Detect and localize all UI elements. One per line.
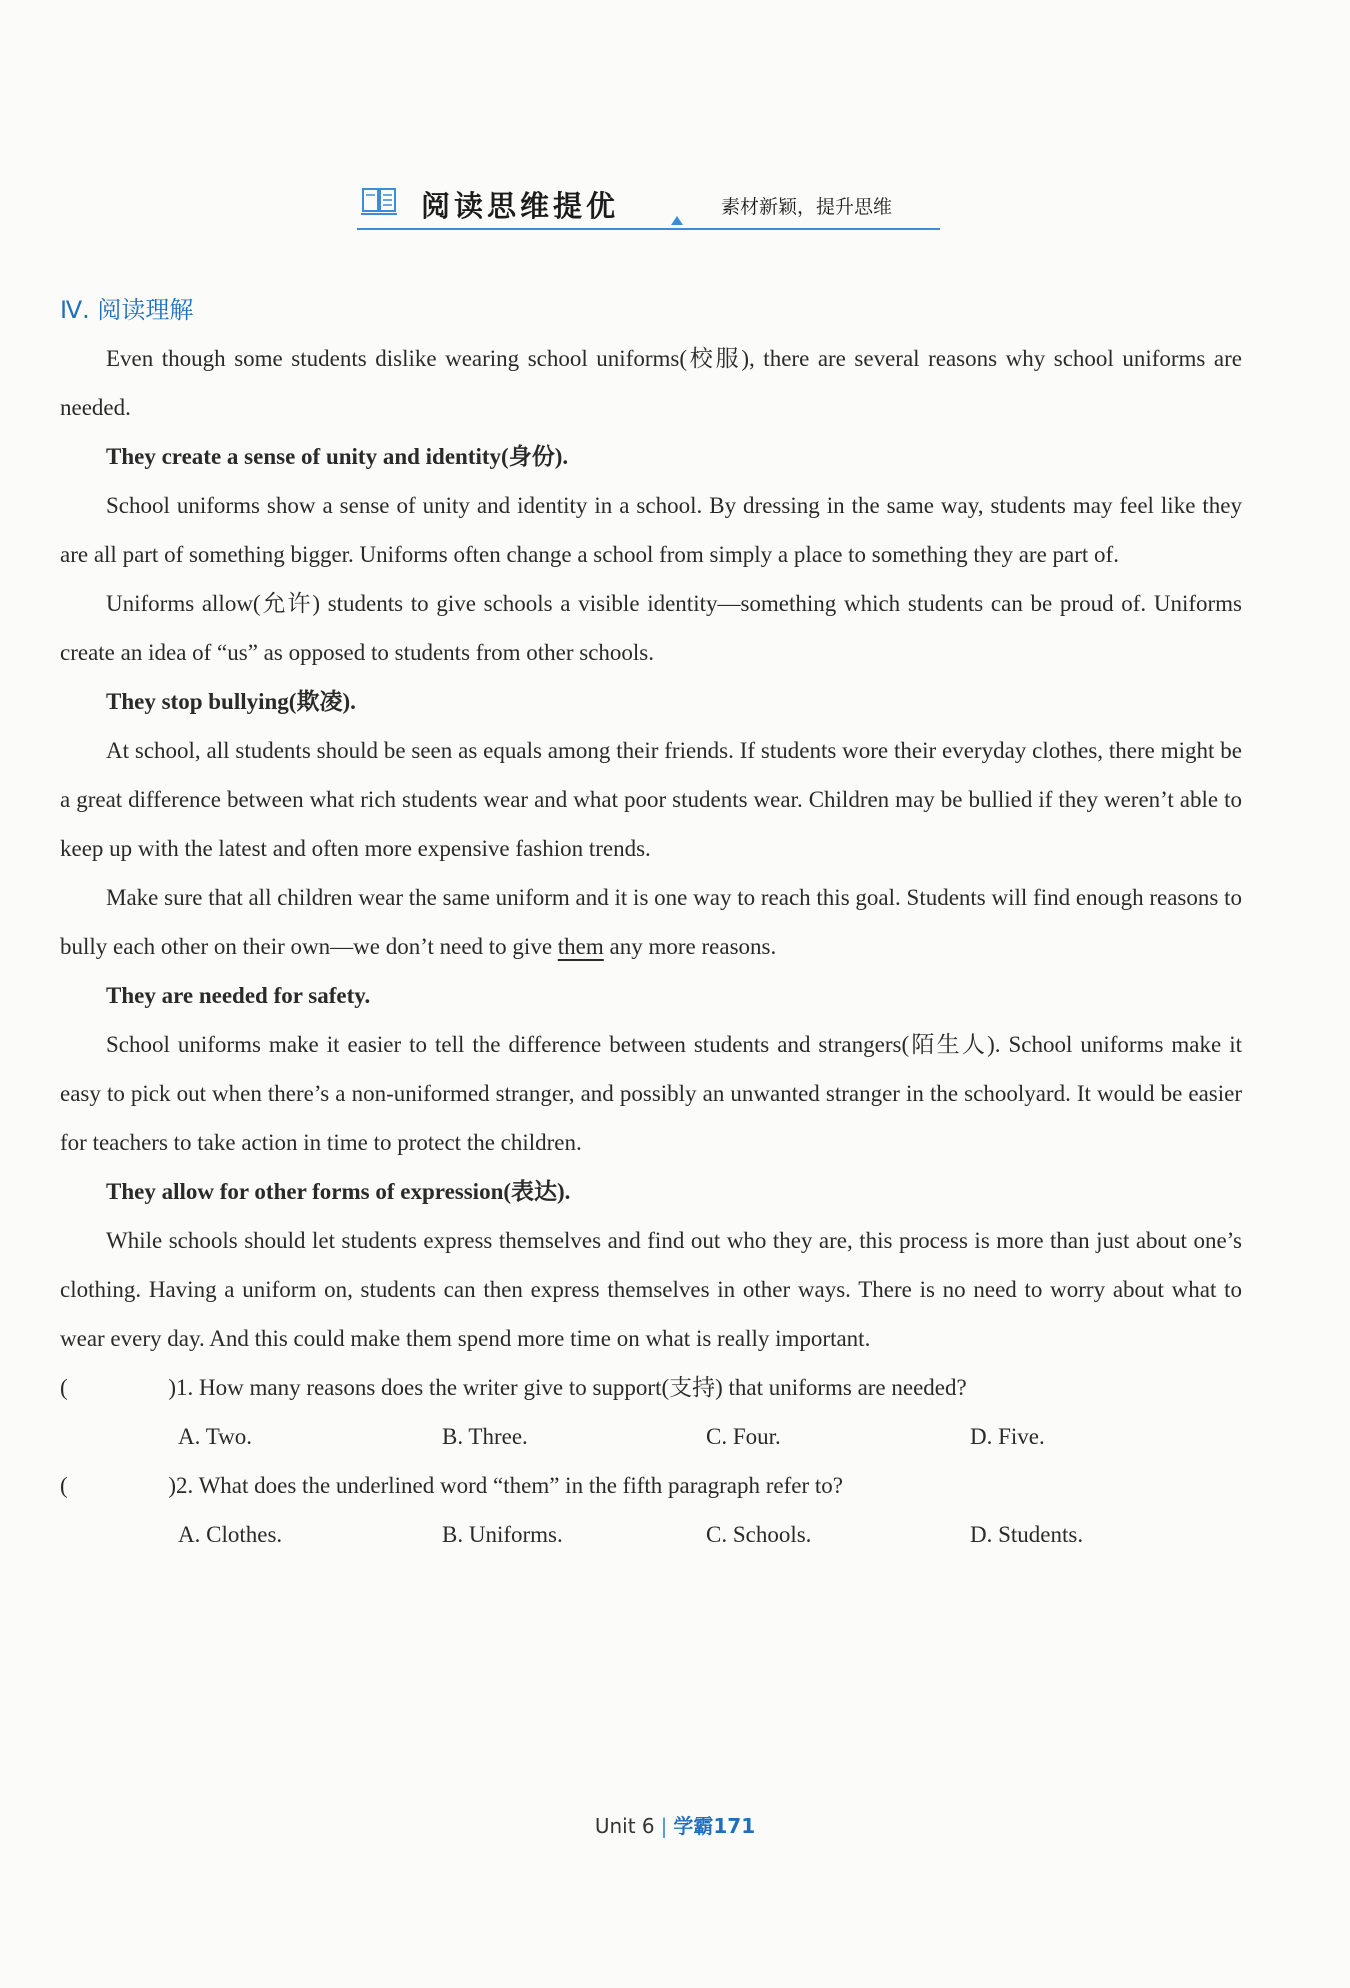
page-footer xyxy=(0,1810,1350,1839)
question-2-options xyxy=(60,1510,1242,1559)
heading-4: They allow for other forms of expression(表达). xyxy=(106,1179,571,1204)
banner-subtitle: 素材新颖，提升思维 xyxy=(721,196,893,218)
option: D. Students. xyxy=(970,1522,1084,1547)
open-book-icon xyxy=(361,186,397,216)
paragraph-5-part-b: any more reasons. xyxy=(603,934,777,959)
footer-separator: | xyxy=(660,1814,668,1838)
paragraph-1: Even though some students dislike wearing school uniforms(校服), there are several reasons why school uniforms are needed. xyxy=(60,346,1242,420)
answer-blank-1[interactable]: ( ) xyxy=(60,1375,176,1400)
option: C. Four. xyxy=(706,1424,781,1449)
option: B. Uniforms. xyxy=(442,1522,563,1547)
question-1 xyxy=(60,1363,1242,1412)
paragraph-5 xyxy=(60,873,1242,971)
footer-brand: 学霸 xyxy=(673,1814,714,1838)
option: A. Clothes. xyxy=(178,1522,283,1547)
option: B. Three. xyxy=(442,1424,528,1449)
section-banner xyxy=(357,180,940,230)
paragraph-3: Uniforms allow(允许) students to give schools a visible identity—something which students can be proud of. Uniforms create an idea of “us” as opposed to students from other schools. xyxy=(60,591,1242,665)
underlined-word: them xyxy=(557,934,604,959)
heading-3: They are needed for safety. xyxy=(106,983,371,1008)
banner-title: 阅读思维提优 xyxy=(421,189,620,223)
banner-triangle xyxy=(671,216,683,225)
paragraph-2: School uniforms show a sense of unity and identity in a school. By dressing in the same way, students may feel like they are all part of something bigger. Uniforms often change a school from simply a place to something they are part of. xyxy=(60,493,1242,567)
section-title: Ⅳ. 阅读理解 xyxy=(60,296,194,324)
question-1-options xyxy=(60,1412,1242,1461)
passage xyxy=(60,334,1242,1559)
footer-unit: Unit 6 xyxy=(594,1814,655,1838)
option: D. Five. xyxy=(970,1424,1045,1449)
option: A. Two. xyxy=(178,1424,252,1449)
question-2 xyxy=(60,1461,1242,1510)
heading-1: They create a sense of unity and identity(身份). xyxy=(106,444,569,469)
paragraph-6: School uniforms make it easier to tell the difference between students and strangers(陌生人). School uniforms make it easy to pick out when there’s a non-uniformed stranger, and possibly an unwanted stranger in the schoolyard. It would be easier for teachers to take action in time to protect the children. xyxy=(60,1032,1242,1155)
answer-blank-2[interactable]: ( ) xyxy=(60,1473,176,1498)
page-number: 171 xyxy=(713,1814,756,1838)
paragraph-7: While schools should let students express themselves and find out who they are, this process is more than just about one’s clothing. Having a uniform on, students can then express themselves in other ways. There is no need to worry about what to wear every day. And this could make them spend more time on what is really important. xyxy=(60,1228,1242,1351)
question-1-stem: 1. How many reasons does the writer give to support(支持) that uniforms are needed? xyxy=(176,1375,967,1400)
question-2-stem: 2. What does the underlined word “them” in the fifth paragraph refer to? xyxy=(176,1473,843,1498)
paragraph-4: At school, all students should be seen as equals among their friends. If students wore their everyday clothes, there might be a great difference between what rich students wear and what poor students wear. Children may be bullied if they weren’t able to keep up with the latest and often more expensive fashion trends. xyxy=(60,738,1242,861)
heading-2: They stop bullying(欺凌). xyxy=(106,689,356,714)
paragraph-5-part-a: Make sure that all children wear the same uniform and it is one way to reach this goal. Students will find enough reasons to bully each other on their own—we don’t need to give xyxy=(60,885,1242,959)
option: C. Schools. xyxy=(706,1522,812,1547)
